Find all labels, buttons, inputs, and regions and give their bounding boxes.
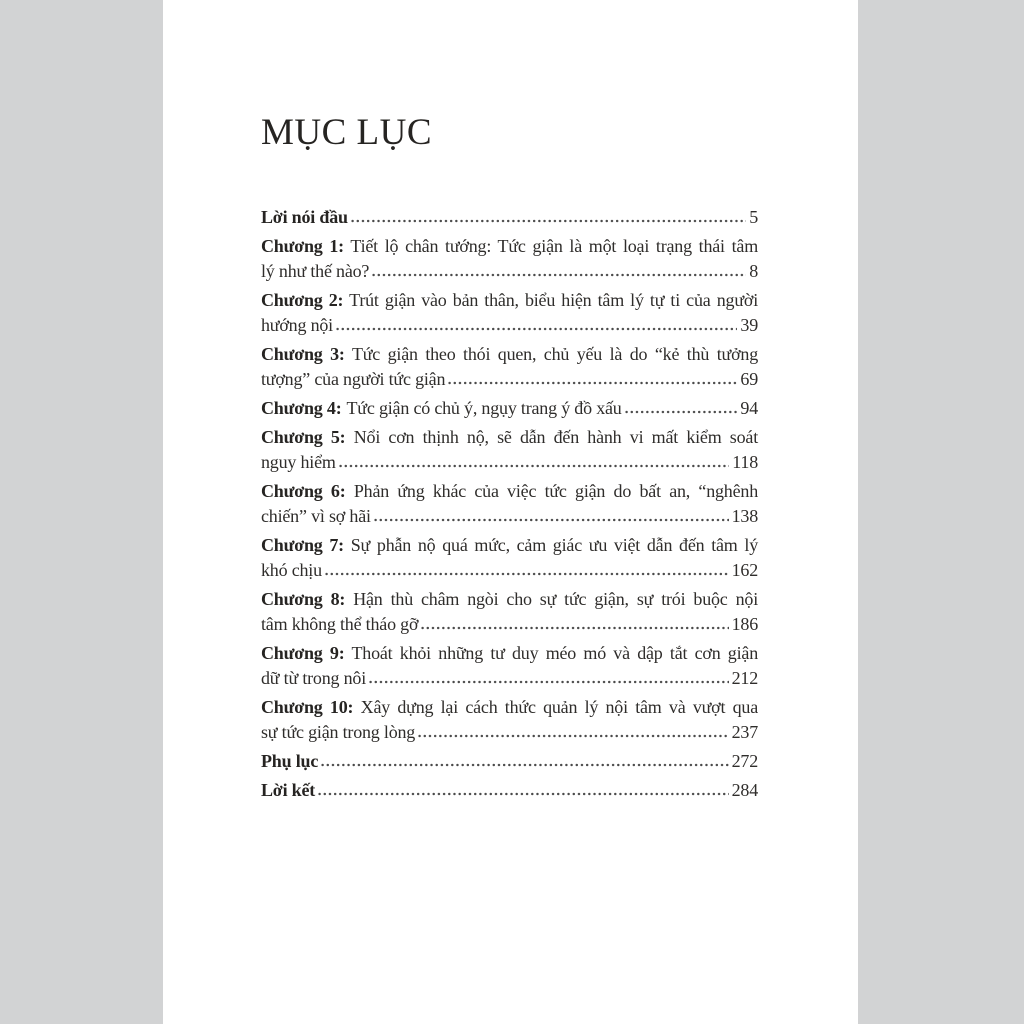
toc-entry-text: Tiết lộ chân tướng: Tức giận là một loại trạng thái tâm: [350, 236, 759, 256]
toc-entry-label: Phụ lục: [261, 751, 319, 771]
toc-entry-label: Lời kết: [261, 780, 316, 800]
toc-entry-continuation: hướng nội: [261, 315, 333, 335]
toc-entry-label: Chương 2:: [261, 290, 344, 310]
toc: [261, 205, 758, 803]
toc-entry-line: [261, 205, 758, 230]
toc-entry-text: Nổi cơn thịnh nộ, sẽ dẫn đến hành vi mất kiểm soát: [353, 427, 758, 447]
dot-leader: [368, 680, 729, 684]
toc-entry-first-line: [261, 533, 758, 558]
toc-entry-label: Chương 5:: [261, 427, 346, 447]
toc-entry: [261, 587, 758, 637]
toc-entry-last-line: [261, 313, 758, 338]
dot-leader: [350, 219, 746, 223]
toc-entry-continuation: dữ từ trong nôi: [261, 668, 367, 688]
toc-entry-last-line: [261, 666, 758, 691]
toc-page-number: 118: [732, 452, 758, 472]
toc-entry-label: Chương 1:: [261, 236, 344, 256]
toc-entry-continuation: tâm không thể tháo gỡ: [261, 614, 419, 634]
toc-entry-continuation: chiến” vì sợ hãi: [261, 506, 371, 526]
toc-entry: [261, 205, 758, 230]
toc-entry-first-line: [261, 479, 758, 504]
toc-entry-text: Tức giận theo thói quen, chủ yếu là do “kẻ thù tưởng: [351, 344, 758, 364]
toc-entry-label: Chương 7:: [261, 535, 344, 555]
toc-entry-continuation: lý như thế nào?: [261, 261, 370, 281]
toc-entry-text: Trút giận vào bản thân, biểu hiện tâm lý tự ti của người: [349, 290, 758, 310]
dot-leader: [335, 327, 737, 331]
toc-entry-label: Chương 8:: [261, 589, 346, 609]
toc-entry: [261, 533, 758, 583]
toc-entry-last-line: [261, 504, 758, 529]
toc-page-number: 5: [749, 207, 758, 227]
toc-page-number: 39: [740, 315, 758, 335]
toc-page-number: 94: [740, 398, 758, 418]
toc-page-number: 212: [731, 668, 758, 688]
toc-entry: [261, 749, 758, 774]
toc-entry-label: Chương 4:: [261, 398, 342, 418]
toc-page-number: 284: [731, 780, 758, 800]
toc-entry: [261, 695, 758, 745]
toc-entry-last-line: [261, 259, 758, 284]
toc-entry-first-line: [261, 695, 758, 720]
toc-entry-text: Phản ứng khác của việc tức giận do bất an, “nghênh: [353, 481, 758, 501]
toc-entry: [261, 778, 758, 803]
dot-leader: [338, 464, 730, 468]
toc-entry-last-line: [261, 558, 758, 583]
toc-entry-first-line: [261, 587, 758, 612]
toc-entry-label: Chương 6:: [261, 481, 346, 501]
toc-entry-line: [261, 778, 758, 803]
toc-page-number: 272: [731, 751, 758, 771]
toc-entry-continuation: sự tức giận trong lòng: [261, 722, 416, 742]
toc-page-number: 186: [731, 614, 758, 634]
toc-page-number: 237: [731, 722, 758, 742]
toc-entry-last-line: [261, 367, 758, 392]
toc-entry-last-line: [261, 450, 758, 475]
toc-entry-text: Tức giận có chủ ý, ngụy trang ý đồ xấu: [346, 398, 622, 418]
toc-page-number: 162: [731, 560, 758, 580]
toc-entry: [261, 234, 758, 284]
toc-entry: [261, 342, 758, 392]
page-title: MỤC LỤC: [261, 112, 433, 153]
toc-entry-first-line: [261, 342, 758, 367]
toc-page-number: 8: [749, 261, 758, 281]
toc-entry-text: Sự phẫn nộ quá mức, cảm giác ưu việt dẫn đến tâm lý: [350, 535, 758, 555]
dot-leader: [324, 572, 729, 576]
toc-entry: [261, 425, 758, 475]
dot-leader: [447, 381, 737, 385]
toc-entry-continuation: tượng” của người tức giận: [261, 369, 446, 389]
toc-entry-line: [261, 749, 758, 774]
dot-leader: [317, 792, 729, 796]
toc-page-number: 69: [740, 369, 758, 389]
toc-entry-first-line: [261, 234, 758, 259]
book-page: [163, 0, 858, 1024]
dot-leader: [624, 410, 738, 414]
dot-leader: [373, 518, 729, 522]
toc-entry-first-line: [261, 641, 758, 666]
toc-entry-first-line: [261, 288, 758, 313]
toc-entry-label: Chương 9:: [261, 643, 345, 663]
dot-leader: [371, 273, 746, 277]
toc-entry-line: [261, 396, 758, 421]
toc-entry-label: Chương 3:: [261, 344, 345, 364]
toc-entry: [261, 396, 758, 421]
toc-entry-label: Chương 10:: [261, 697, 354, 717]
toc-entry-text: Xây dựng lại cách thức quản lý nội tâm và vượt qua: [360, 697, 758, 717]
toc-entry-text: Thoát khỏi những tư duy méo mó và dập tắt cơn giận: [351, 643, 758, 663]
toc-entry-text: Hận thù châm ngòi cho sự tức giận, sự trói buộc nội: [353, 589, 758, 609]
toc-entry-continuation: nguy hiểm: [261, 452, 336, 472]
toc-entry-last-line: [261, 720, 758, 745]
toc-entry-label: Lời nói đầu: [261, 207, 348, 227]
toc-entry-last-line: [261, 612, 758, 637]
dot-leader: [417, 734, 729, 738]
dot-leader: [420, 626, 728, 630]
toc-entry-first-line: [261, 425, 758, 450]
toc-entry-continuation: khó chịu: [261, 560, 322, 580]
dot-leader: [320, 763, 728, 767]
toc-page-number: 138: [731, 506, 758, 526]
toc-entry: [261, 288, 758, 338]
toc-entry: [261, 479, 758, 529]
toc-entry: [261, 641, 758, 691]
